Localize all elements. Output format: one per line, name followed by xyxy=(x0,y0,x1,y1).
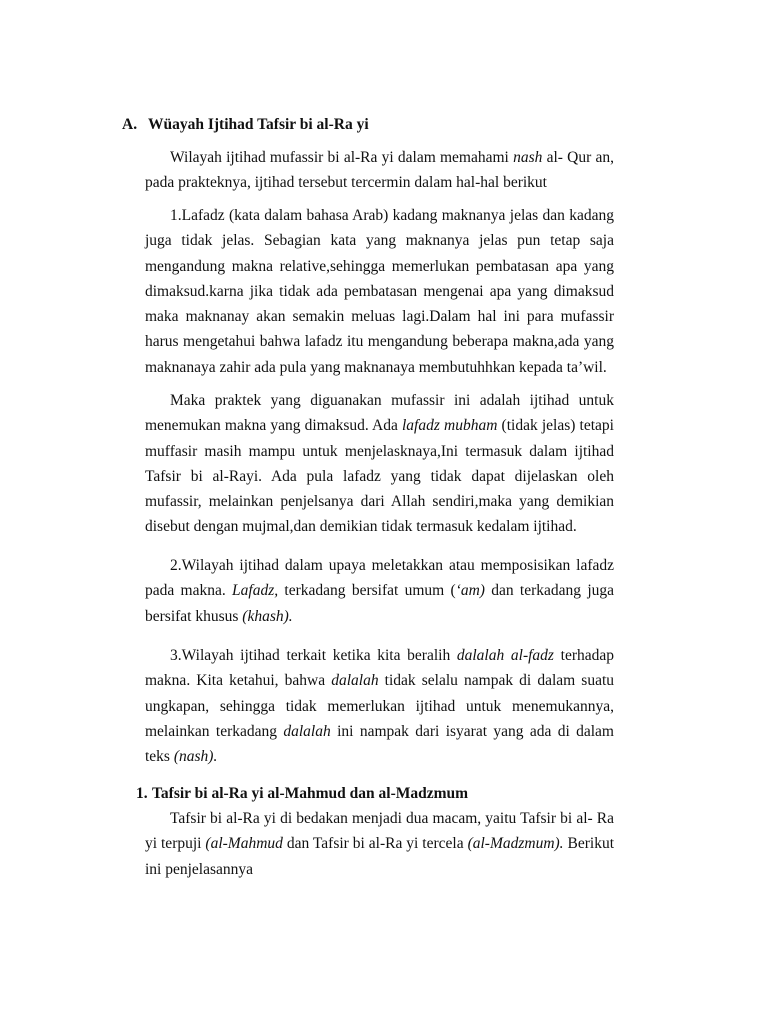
paragraph-point-3: 3.Wilayah ijtihad terkait ketika kita beralih dalalah al-fadz terhadap makna. Kita ketahui, bahwa dalalah tidak selalu nampak di dalam suatu ungkapan, sehingga tidak memerlukan ijtihad untuk menemukannya, melainkan terkadang dalalah ini nampak dari isyarat yang ada di dalam teks (nash). xyxy=(145,647,614,766)
section-number: A. xyxy=(122,116,138,133)
paragraph-point-1: 1.Lafadz (kata dalam bahasa Arab) kadang maknanya jelas dan kadang juga tidak jelas. Sebagian kata yang maknanya jelas pun tetap saja mengandung makna relative,sehingga memerlukan pembatasan apa yang dimaksud.karna jika tidak ada pembatasan mengenai apa yang dimaksud maka maknanay akan semakin meluas lagi.Dalam hal ini para mufassir harus mengetahui bahwa lafadz itu mengandung beberapa makna,ada yang maknanaya zahir ada pula yang maknanaya membutuhhkan kepada ta’wil. xyxy=(145,207,614,376)
section-title: Wüayah Ijtihad Tafsir bi al-Ra yi xyxy=(148,116,369,133)
paragraph-tafsir-types: Tafsir bi al-Ra yi di bedakan menjadi dua macam, yaitu Tafsir bi al- Ra yi terpuji (al-Mahmud dan Tafsir bi al-Ra yi tercela (al-Madzmum). Berikut ini penjelasannya xyxy=(145,810,615,878)
paragraph-point-2: 2.Wilayah ijtihad dalam upaya meletakkan atau memposisikan lafadz pada makna. Lafadz, terkadang bersifat umum (‘am) dan terkadang juga bersifat khusus (khash). xyxy=(145,557,615,625)
subsection-title: Tafsir bi al-Ra yi al-Mahmud dan al-Madzmum xyxy=(152,785,469,802)
section-heading-a xyxy=(122,116,369,134)
paragraph-intro: Wilayah ijtihad mufassir bi al-Ra yi dalam memahami nash al- Qur an, pada prakteknya, ijtihad tersebut tercermin dalam hal-hal berikut xyxy=(145,149,615,192)
subsection-number: 1. xyxy=(136,785,148,802)
subsection-heading-1 xyxy=(136,785,468,803)
paragraph-explanation: Maka praktek yang diguanakan mufassir ini adalah ijtihad untuk menemukan makna yang dimaksud. Ada lafadz mubham (tidak jelas) tetapi muffasir masih mampu untuk menjelasknaya,Ini termasuk dalam ijtihad Tafsir bi al-Rayi. Ada pula lafadz yang tidak dapat dijelaskan oleh mufassir, melainkan penjelsanya dari Allah sendiri,maka yang demikian disebut dengan mujmal,dan demikian tidak termasuk kedalam ijtihad. xyxy=(145,392,614,536)
